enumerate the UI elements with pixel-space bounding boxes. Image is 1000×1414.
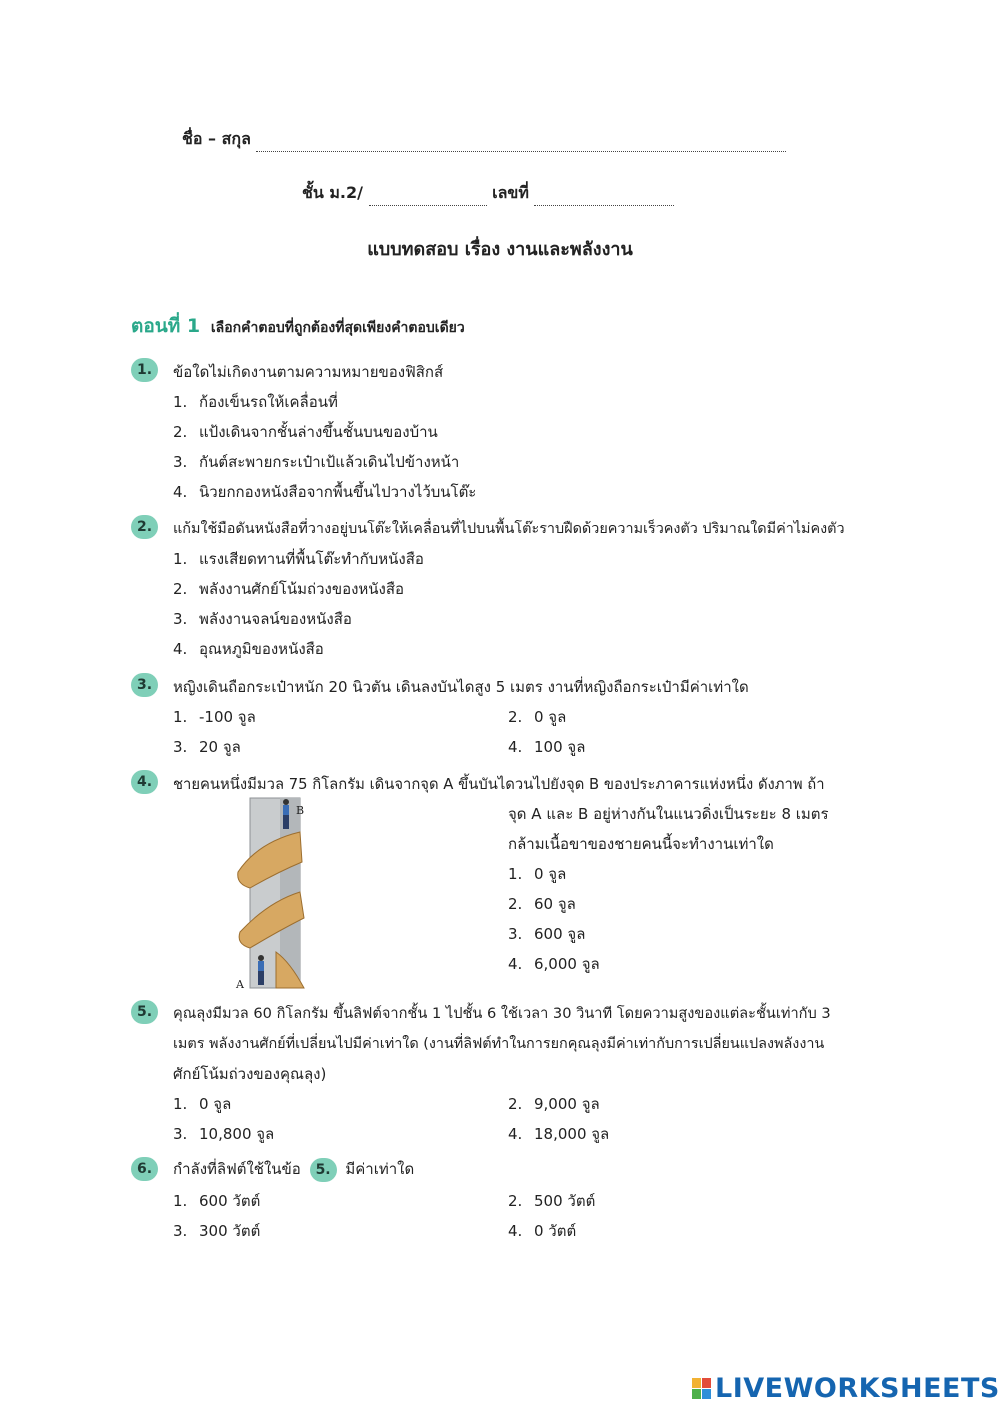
option-text: 10,800 จูล [199,1125,275,1143]
option-number: 3. [173,453,188,471]
option-number: 4. [508,1125,523,1143]
number-input[interactable] [534,187,674,206]
option-number: 3. [173,1222,188,1240]
question-text: ข้อใดไม่เกิดงานตามความหมายของฟิสิกส์ [173,363,444,381]
option-item[interactable] [173,1092,231,1116]
option-text: อุณหภูมิของหนังสือ [199,640,324,658]
number-label: เลขที่ [492,183,529,202]
option-text: ก้องเข็นรถให้เคลื่อนที่ [199,393,338,411]
question-number: 2. [131,515,158,539]
option-number: 1. [173,550,188,568]
option-number: 2. [508,895,523,913]
option-text: 60 จูล [534,895,576,913]
option-text: 100 จูล [534,738,586,756]
option-text: พลังงานศักย์โน้มถ่วงของหนังสือ [199,580,405,598]
logo-text: LIVEWORKSHEETS [715,1373,1000,1404]
option-item[interactable] [173,420,438,444]
option-item[interactable] [173,607,352,631]
option-text: 0 วัตต์ [534,1222,577,1240]
option-item[interactable] [173,735,241,759]
section-heading [131,311,465,341]
class-label: ชั้น ม.2/ [302,183,363,202]
option-item[interactable] [173,1219,260,1243]
question-text: คุณลุงมีมวล 60 กิโลกรัม ขึ้นลิฟต์จากชั้น 1 ไปชั้น 6 ใช้เวลา 30 วินาที โดยความสูงของแต่ละชั้นเท่ากับ 3 [173,1005,831,1022]
question-number: 4. [131,770,158,794]
option-item[interactable] [173,577,404,601]
option-text: 9,000 จูล [534,1095,600,1113]
option-text: 500 วัตต์ [534,1192,596,1210]
question-text: หญิงเดินถือกระเป๋าหนัก 20 นิวตัน เดินลงบันไดสูง 5 เมตร งานที่หญิงถือกระเป๋ามีค่าเท่าใด [173,678,749,696]
option-text: 18,000 จูล [534,1125,610,1143]
option-number: 1. [173,708,188,726]
option-number: 3. [173,610,188,628]
name-row [182,127,786,152]
option-number: 1. [173,1192,188,1210]
person-icon [283,799,289,829]
person-icon [258,955,264,985]
question-text [173,1157,414,1182]
option-item[interactable] [508,952,600,976]
option-item[interactable] [173,480,476,504]
option-number: 2. [508,1095,523,1113]
option-number: 2. [508,708,523,726]
question-text-before: กำลังที่ลิฟต์ใช้ในข้อ [173,1160,301,1178]
section-instruction: เลือกคำตอบที่ถูกต้องที่สุดเพียงคำตอบเดียว [210,320,465,336]
option-item[interactable] [173,547,424,571]
option-number: 1. [173,393,188,411]
option-number: 1. [173,1095,188,1113]
question-text: กล้ามเนื้อขาของชายคนนี้จะทำงานเท่าใด [508,835,774,853]
option-item[interactable] [508,1092,600,1116]
name-label: ชื่อ – สกุล [182,129,251,148]
logo-grid-icon [692,1378,712,1400]
option-number: 2. [508,1192,523,1210]
point-b-label: B [296,804,305,817]
name-input[interactable] [256,133,786,152]
class-input[interactable] [369,187,487,206]
option-number: 2. [173,580,188,598]
option-number: 3. [173,1125,188,1143]
option-item[interactable] [173,705,256,729]
option-number: 4. [508,955,523,973]
option-number: 4. [173,483,188,501]
option-item[interactable] [508,735,585,759]
option-item[interactable] [508,1189,595,1213]
liveworksheets-logo [692,1373,1000,1404]
option-item[interactable] [508,705,566,729]
option-text: นิวยกกองหนังสือจากพื้นขึ้นไปวางไว้บนโต๊ะ [199,483,477,501]
option-text: กันต์สะพายกระเป๋าเป้แล้วเดินไปข้างหน้า [199,453,460,471]
option-item[interactable] [173,390,338,414]
option-text: 600 จูล [534,925,586,943]
question-text-after: มีค่าเท่าใด [345,1160,415,1178]
question-number: 3. [131,673,158,697]
option-item[interactable] [173,450,459,474]
option-text: 0 จูล [534,708,567,726]
option-text: 0 จูล [534,865,567,883]
option-text: 6,000 จูล [534,955,600,973]
question-number: 1. [131,358,158,382]
question-reference-badge: 5. [310,1158,337,1182]
option-number: 3. [508,925,523,943]
question-number: 6. [131,1157,158,1181]
question-text: ศักย์โน้มถ่วงของคุณลุง) [173,1065,327,1083]
option-number: 4. [508,1222,523,1240]
option-item[interactable] [173,1189,260,1213]
option-item[interactable] [508,1122,609,1146]
option-number: 2. [173,423,188,441]
question-text: จุด A และ B อยู่ห่างกันในแนวดิ่งเป็นระยะ 8 เมตร [508,805,829,823]
option-text: 0 จูล [199,1095,232,1113]
option-text: -100 จูล [199,708,256,726]
option-number: 4. [508,738,523,756]
section-label: ตอนที่ 1 [131,315,201,337]
option-text: แรงเสียดทานที่พื้นโต๊ะทำกับหนังสือ [199,550,424,568]
option-item[interactable] [508,922,585,946]
point-a-label: A [236,978,244,991]
option-text: 600 วัตต์ [199,1192,261,1210]
option-item[interactable] [173,1122,274,1146]
option-number: 1. [508,865,523,883]
option-item[interactable] [508,1219,576,1243]
question-number: 5. [131,1000,158,1024]
question-text: ชายคนหนึ่งมีมวล 75 กิโลกรัม เดินจากจุด A ขึ้นบันไดวนไปยังจุด B ของประภาคารแห่งหนึ่ง ดังภาพ ถ้า [173,776,825,793]
option-text: พลังงานจลน์ของหนังสือ [199,610,352,628]
option-number: 3. [173,738,188,756]
question-text: เมตร พลังงานศักย์ที่เปลี่ยนไปมีค่าเท่าใด (งานที่ลิฟต์ทำในการยกคุณลุงมีค่าเท่ากับการเปลี่ยนแปลงพลังงาน [173,1036,825,1052]
option-item[interactable] [508,862,566,886]
option-text: 300 วัตต์ [199,1222,261,1240]
question-text: แก้มใช้มือดันหนังสือที่วางอยู่บนโต๊ะให้เคลื่อนที่ไปบนพื้นโต๊ะราบฝืดด้วยความเร็วคงตัว ปริมาณใดมีค่าไม่คงตัว [173,521,845,537]
spiral-staircase-illustration [228,792,318,992]
option-item[interactable] [173,637,324,661]
option-number: 4. [173,640,188,658]
class-row [302,181,674,206]
option-item[interactable] [508,892,576,916]
option-text: แป้งเดินจากชั้นล่างขึ้นชั้นบนของบ้าน [199,423,438,441]
option-text: 20 จูล [199,738,241,756]
page-title: แบบทดสอบ เรื่อง งานและพลังงาน [367,239,633,260]
